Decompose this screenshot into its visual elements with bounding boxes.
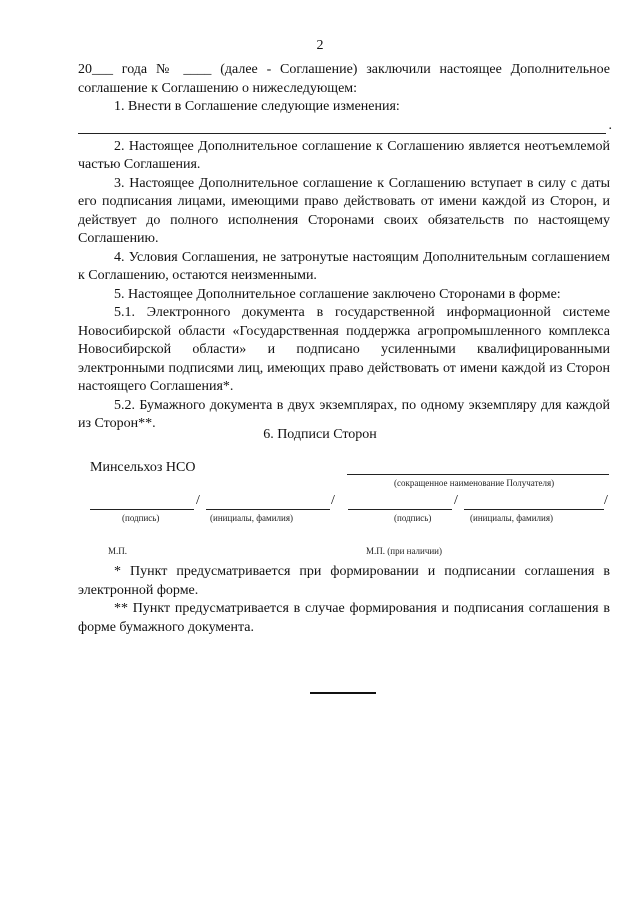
footnotes	[78, 563, 610, 637]
blank-line-end: .	[608, 118, 612, 133]
page-number: 2	[316, 38, 324, 53]
intro-paragraph: 20___ года № ____ (далее - Соглашение) заключили настоящее Дополнительное соглашение к Соглашению о нижеследующем:	[78, 62, 610, 96]
right-party-name-line	[347, 460, 609, 475]
paragraph-5: 5. Настоящее Дополнительное соглашение заключено Сторонами в форме:	[114, 286, 561, 302]
left-initials-caption: (инициалы, фамилия)	[210, 513, 293, 523]
left-slash-2: /	[331, 493, 335, 508]
right-initials-line	[464, 495, 604, 510]
signatures-heading: 6. Подписи Сторон	[263, 427, 377, 442]
footnote-2: ** Пункт предусматривается в случае формирования и подписания соглашения в форме бумажного документа.	[78, 601, 610, 635]
right-signature-line	[348, 495, 452, 510]
left-party-name: Минсельхоз НСО	[90, 460, 196, 475]
blank-fill-line	[78, 117, 612, 134]
paragraph-1: 1. Внести в Соглашение следующие изменения:	[114, 99, 400, 114]
right-initials-caption: (инициалы, фамилия)	[470, 513, 553, 523]
paragraph-2: 2. Настоящее Дополнительное соглашение к Соглашению является неотъемлемой частью Соглашения.	[78, 138, 610, 172]
end-of-document-line	[310, 692, 376, 694]
left-slash-1: /	[196, 493, 200, 508]
paragraph-5-1: 5.1. Электронного документа в государственной информационной системе Новосибирской области «Государственная поддержка агропромышленного комплекса Новосибирской области» и подписано усиленными квалифицированными электронными подписями лиц, имеющих право действовать от имени каждой из Сторон настоящего Соглашения*.	[78, 305, 610, 394]
paragraph-5-2: 5.2. Бумажного документа в двух экземплярах, по одному экземпляру для каждой из Сторон**.	[78, 397, 610, 431]
right-slash-2: /	[604, 493, 608, 508]
left-signature-line	[90, 495, 194, 510]
left-seal-mark: М.П.	[108, 546, 128, 556]
paragraph-4: 4. Условия Соглашения, не затронутые настоящим Дополнительным соглашением к Соглашению, остаются неизменными.	[78, 249, 610, 283]
left-initials-line	[206, 495, 330, 510]
right-seal-mark: М.П. (при наличии)	[366, 546, 442, 556]
right-slash-1: /	[454, 493, 458, 508]
agreement-body	[78, 61, 610, 434]
left-signature-caption: (подпись)	[122, 513, 160, 523]
right-party-caption: (сокращенное наименование Получателя)	[394, 478, 555, 488]
right-signature-caption: (подпись)	[394, 513, 432, 523]
footnote-1: * Пункт предусматривается при формировании и подписании соглашения в электронной форме.	[78, 564, 610, 598]
paragraph-3: 3. Настоящее Дополнительное соглашение к Соглашению вступает в силу с даты его подписания лицами, имеющими право действовать от имени каждой из Сторон, и действует до полного исполнения Сторонами своих обязательств по настоящему Соглашению.	[78, 175, 610, 246]
